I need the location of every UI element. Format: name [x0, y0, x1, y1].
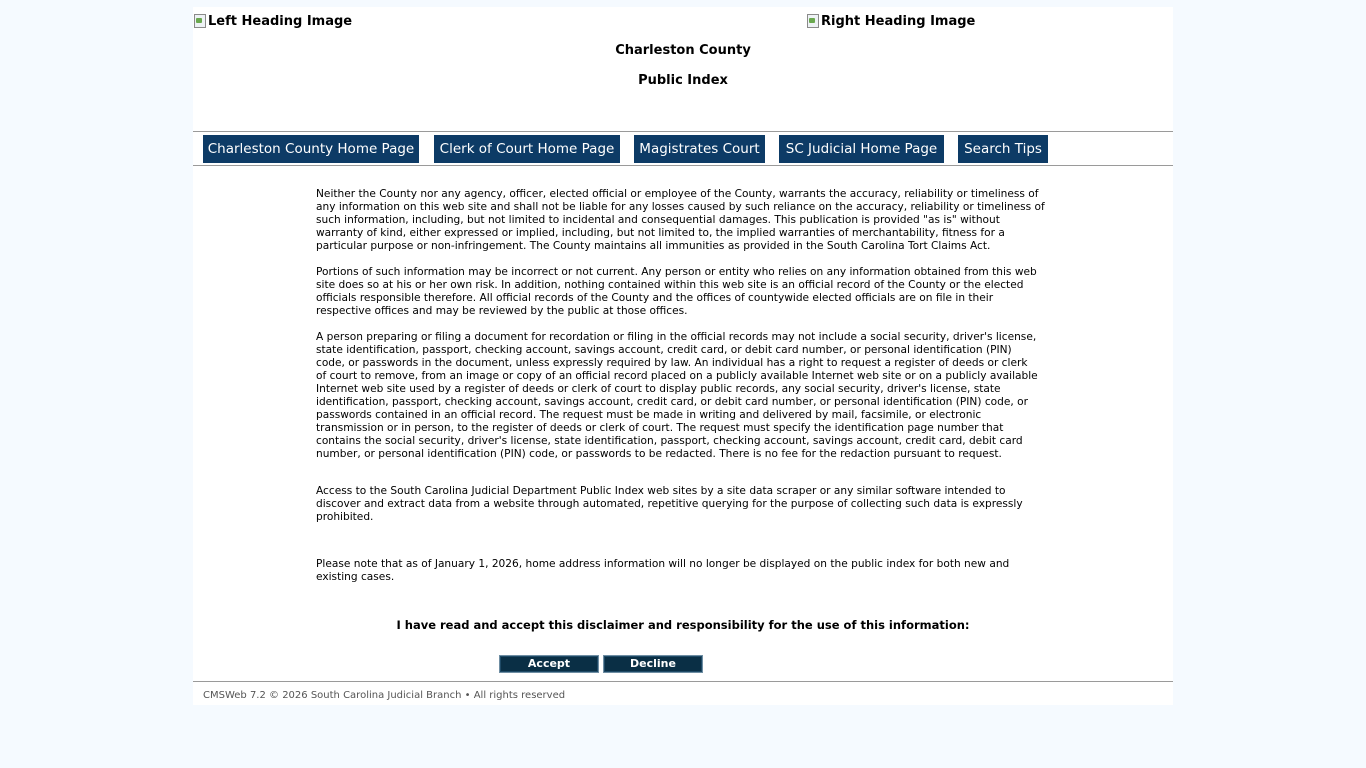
nav-magistrates-button[interactable]: Magistrates Court [634, 135, 765, 163]
right-heading-image [806, 13, 975, 29]
broken-image-icon [193, 13, 207, 29]
nav-search-tips-button[interactable]: Search Tips [958, 135, 1048, 163]
disclaimer-paragraph-scraping: Access to the South Carolina Judicial Department Public Index web sites by a site data scraper or any similar software intended to discover and extract data from a website through automated, repetitive querying for the purpose of collecting such data is expressly prohibited. [316, 485, 1023, 523]
divider [193, 681, 1173, 682]
nav-clerk-home-button[interactable]: Clerk of Court Home Page [434, 135, 620, 163]
accept-prompt: I have read and accept this disclaimer and responsibility for the use of this information: [396, 618, 970, 632]
left-heading-image-alt: Left Heading Image [208, 13, 353, 29]
nav-sc-judicial-button[interactable]: SC Judicial Home Page [779, 135, 944, 163]
disclaimer-paragraph-redaction: A person preparing or filing a document for recordation or filing in the official records may not include a social security, driver's license, state identification, passport, checking account, savings account, credit card, or debit card number, or personal identification (PIN) code, or passwords in the document, unless expressly required by law. An individual has a right to request a register of deeds or clerk of court to remove, from an image or copy of an official record placed on a publicly available Internet web site or on a publicly available Internet web site used by a register of deeds or clerk of court to display public records, any social security, driver's license, state identification, passport, checking account, savings account, credit card, or debit card number, or personal identification (PIN) code, or passwords contained in an official record. The request must be made in writing and delivered by mail, facsimile, or electronic transmission or in person, to the register of deeds or clerk of court. The request must specify the identification page number that contains the social security, driver's license, state identification, passport, checking account, savings account, credit card, debit card number, or personal identification (PIN) code, or passwords to be redacted. There is no fee for the redaction pursuant to request. [316, 331, 1038, 460]
disclaimer-paragraph-accuracy: Portions of such information may be incorrect or not current. Any person or entity who relies on any information obtained from this web site does so at his or her own risk. In addition, nothing contained within this web site is an official record of the County or the elected officials responsible therefore. All official records of the County and the offices of countywide elected officials are on file in their respective offices and may be reviewed by the public at those offices. [316, 266, 1037, 317]
left-heading-image [193, 13, 352, 29]
right-heading-image-alt: Right Heading Image [821, 13, 976, 29]
accept-button[interactable]: Accept [499, 655, 599, 673]
footer-copyright: CMSWeb 7.2 © 2026 South Carolina Judicial Branch • All rights reserved [203, 690, 566, 701]
county-title: Charleston County [615, 43, 751, 58]
nav-county-home-button[interactable]: Charleston County Home Page [203, 135, 419, 163]
page-container [193, 7, 1173, 705]
disclaimer-paragraph-address-notice: Please note that as of January 1, 2026, home address information will no longer be displayed on the public index for both new and existing cases. [316, 558, 1010, 583]
page-title: Public Index [638, 73, 728, 88]
broken-image-icon [806, 13, 820, 29]
divider [193, 165, 1173, 166]
divider [193, 131, 1173, 132]
disclaimer-paragraph-liability: Neither the County nor any agency, officer, elected official or employee of the County, warrants the accuracy, reliability or timeliness of any information on this web site and shall not be liable for any losses caused by such reliance on the accuracy, reliability or timeliness of such information, including, but not limited to incidental and consequential damages. This publication is provided "as is" without warranty of kind, either expressed or implied, including, but not limited to, the implied warranties of merchantability, fitness for a particular purpose or non-infringement. The County maintains all immunities as provided in the South Carolina Tort Claims Act. [316, 188, 1045, 252]
decline-button[interactable]: Decline [603, 655, 703, 673]
